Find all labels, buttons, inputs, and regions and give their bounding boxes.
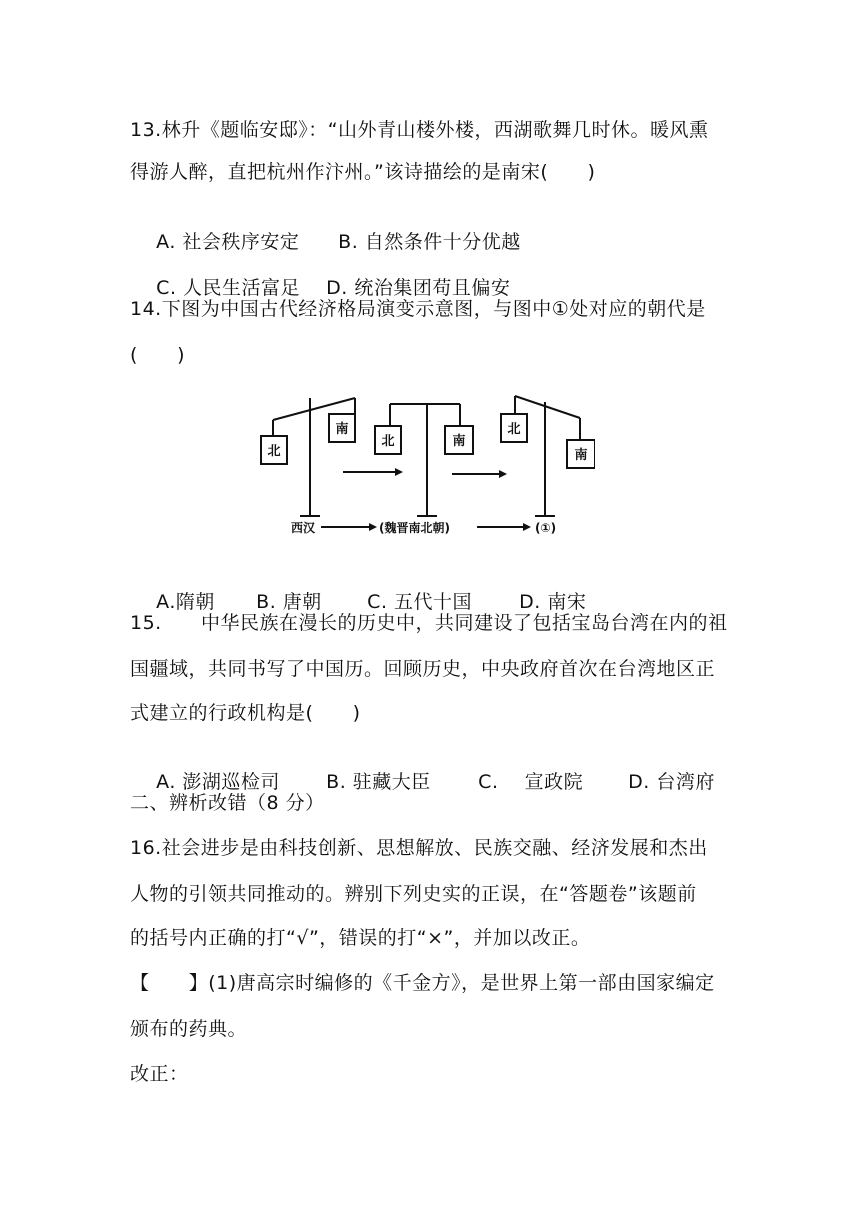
timeline-label-western-han: 西汉 [291,521,316,535]
q14-option-b: B. 唐朝 [256,591,322,613]
q14-option-d: D. 南宋 [519,591,587,613]
scale-1-beam [273,398,355,420]
q16-stem-line3: 的括号内正确的打“√”，错误的打“×”，并加以改正。 [130,927,591,949]
q13-stem-line1: 13.林升《题临安邸》：“山外青山楼外楼，西湖歌舞几时休。暖风熏 [130,119,709,141]
arrow-2-head [499,470,507,478]
scale-2-south-label: 南 [452,434,466,449]
q16-stem-line1: 16.社会进步是由科技创新、思想解放、民族交融、经济发展和杰出 [130,837,708,859]
timeline-arrow-1-head [369,523,377,531]
q14-stem-line1: 14.下图为中国古代经济格局演变示意图，与图中①处对应的朝代是 [130,298,706,320]
q15-option-b: B. 驻藏大臣 [326,771,431,793]
q13-option-a: A. 社会秩序安定 [156,231,300,253]
scale-3-south-label: 南 [574,448,588,463]
q13-option-b: B. 自然条件十分优越 [338,231,521,253]
q15-option-d: D. 台湾府 [628,771,715,793]
q15-stem-line3: 式建立的行政机构是( ) [130,702,361,724]
q15-stem-line2: 国疆域，共同书写了中国历。回顾历史，中央政府首次在台湾地区正 [130,658,716,680]
timeline-label-wei-jin: (魏晋南北朝) [379,521,450,535]
q15-option-a: A. 澎湖巡检司 [156,771,280,793]
q16-sub1-line2: 颁布的药典。 [130,1018,248,1040]
q14-option-c: C. 五代十国 [367,591,473,613]
arrow-1-head [395,468,403,476]
q14-option-a: A.隋朝 [156,591,215,613]
scale-2-north-label: 北 [381,434,395,449]
economic-pattern-diagram [255,388,595,548]
q16-correction-label: 改正： [130,1063,189,1085]
q16-sub1-line1: 【 】(1)唐高宗时编修的《千金方》，是世界上第一部由国家编定 [130,972,715,994]
q15-stem-line1: 15. 中华民族在漫长的历史中，共同建设了包括宝岛台湾在内的祖 [130,612,728,634]
timeline-label-unknown: (①) [535,521,557,535]
q15-option-c: C. 宣政院 [478,771,584,793]
q13-option-c: C. 人民生活富足 [156,277,301,299]
timeline-arrow-2-head [523,523,531,531]
section-2-heading: 二、辨析改错（8 分） [130,792,325,814]
q14-stem-line2: ( ) [130,344,186,366]
q13-stem-line2: 得游人醉，直把杭州作汴州。”该诗描绘的是南宋( ) [130,161,596,183]
scale-1-north-label: 北 [267,444,281,459]
scale-1-south-label: 南 [335,422,349,437]
q16-stem-line2: 人物的引领共同推动的。辨别下列史实的正误，在“答题卷”该题前 [130,883,697,905]
q13-option-d: D. 统治集团苟且偏安 [326,277,511,299]
scale-3-north-label: 北 [507,422,521,437]
